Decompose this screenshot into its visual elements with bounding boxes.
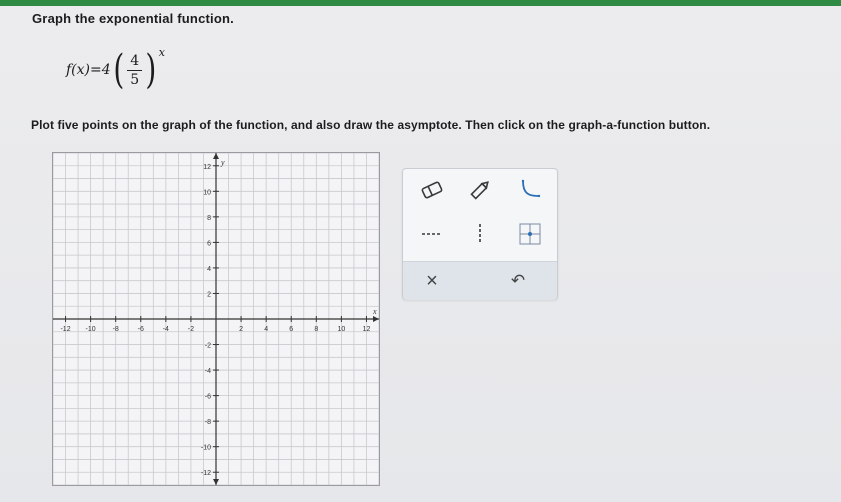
x-tick-label: -8	[112, 326, 119, 333]
formula-lhs: f(x)	[66, 62, 91, 78]
fraction-numerator: 4	[127, 53, 142, 71]
x-tick-label: 4	[264, 326, 269, 333]
y-tick-label: 10	[203, 189, 211, 197]
x-tick-label: -12	[60, 326, 71, 333]
x-tick-label: 2	[239, 326, 244, 333]
function-formula	[66, 44, 165, 96]
pencil-tool[interactable]	[465, 177, 495, 203]
graph-canvas[interactable]	[52, 152, 380, 486]
x-tick-label: -2	[187, 326, 195, 333]
x-tick-label: -10	[85, 326, 96, 333]
clear-button[interactable]: ×	[426, 269, 438, 292]
instruction-text: Plot five points on the graph of the function, and also draw the asymptote. Then click on the graph-a-function button.	[31, 118, 711, 132]
graphing-toolbar	[402, 168, 558, 300]
y-tick-label: -6	[204, 393, 211, 401]
y-tick-label: 8	[207, 214, 211, 222]
x-tick-label: -6	[137, 326, 144, 333]
vertical-line-tool[interactable]	[465, 221, 495, 247]
question-prompt: Graph the exponential function.	[32, 11, 234, 26]
asymptote-tool[interactable]	[417, 221, 447, 247]
formula-fraction	[127, 53, 142, 88]
formula-exponent: x	[158, 46, 166, 59]
x-axis-arrow	[373, 316, 379, 322]
vertical-dashed-line-icon	[467, 221, 493, 247]
toolbar-actions	[403, 261, 557, 300]
x-tick-label: 6	[289, 326, 294, 333]
x-tick-label: 12	[362, 326, 371, 333]
undo-button[interactable]: ↶	[510, 271, 526, 291]
x-tick-label: 8	[314, 326, 319, 333]
coordinate-grid[interactable]	[53, 153, 379, 485]
dashed-line-icon	[419, 223, 445, 245]
y-tick-label: 12	[203, 163, 211, 171]
x-tick-label: 10	[337, 326, 346, 333]
formula-equals: =4	[90, 62, 111, 78]
y-tick-label: 2	[207, 291, 211, 299]
y-tick-label: -12	[200, 470, 211, 478]
y-axis-arrow	[213, 153, 219, 159]
y-axis-label: y	[221, 158, 225, 167]
exponential-curve-icon	[517, 178, 543, 202]
x-axis-label: x	[373, 307, 377, 316]
y-tick-label: -4	[204, 368, 211, 376]
fraction-denominator: 5	[130, 71, 140, 88]
x-tick-label: -4	[162, 326, 169, 333]
pencil-icon	[467, 179, 493, 201]
y-tick-label: -8	[204, 419, 211, 427]
y-tick-label: 6	[207, 240, 211, 248]
grid-point-icon	[517, 221, 543, 247]
formula-paren-open: (	[112, 47, 124, 93]
eraser-icon	[419, 179, 445, 201]
y-tick-label: 4	[207, 265, 211, 273]
graph-function-tool[interactable]	[515, 177, 545, 203]
formula-paren-close: )	[145, 47, 157, 93]
y-axis-arrow-down	[213, 479, 219, 485]
y-tick-label: -10	[200, 444, 211, 452]
top-accent-bar	[0, 0, 841, 6]
point-tool[interactable]	[515, 221, 545, 247]
y-tick-label: -2	[204, 342, 211, 350]
eraser-tool[interactable]	[417, 177, 447, 203]
